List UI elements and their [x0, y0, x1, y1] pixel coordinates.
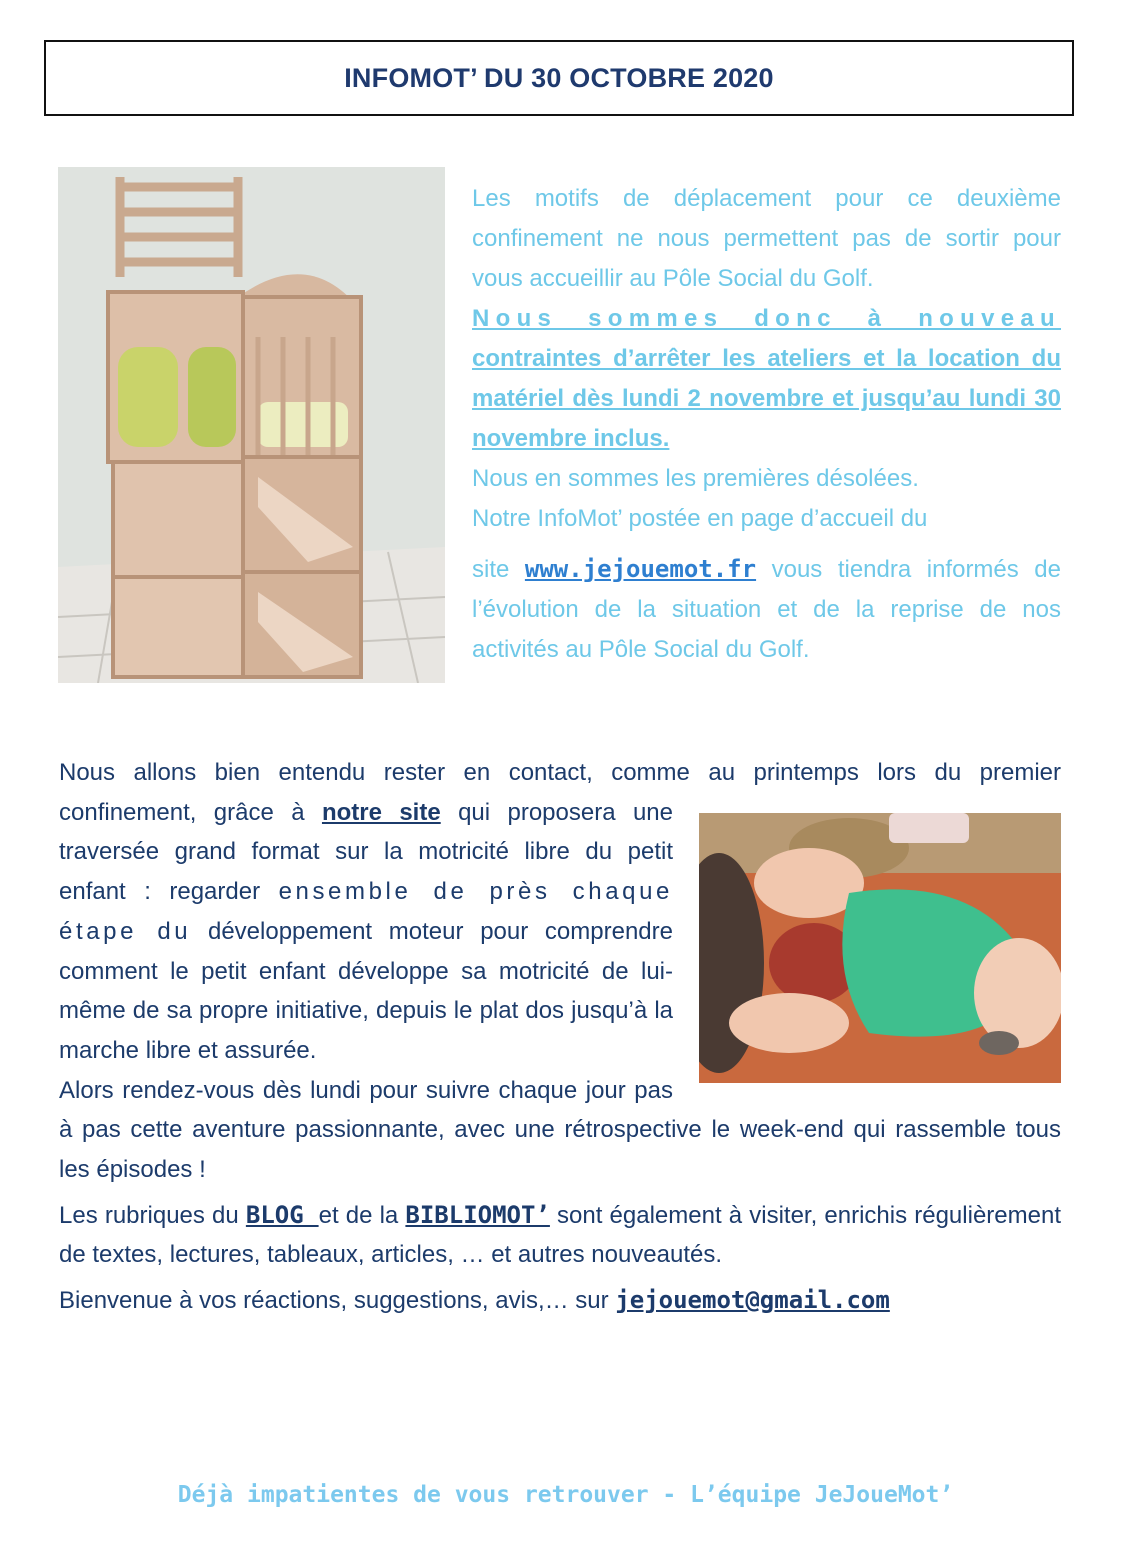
site-link[interactable]: notre site: [321, 798, 441, 826]
closure-notice: [472, 299, 1061, 459]
title-box: [44, 40, 1074, 116]
infomot-text: Notre InfoMot’ postée en page d’accueil du: [472, 505, 928, 532]
contact-text-c: développement moteur pour comprendre comment le petit enfant développe sa motricité de lui-même de sa propre initiative, depuis le plat dos jusqu’à la marche libre et assurée.: [59, 917, 673, 1064]
email-link[interactable]: jejouemot@gmail.com: [615, 1286, 890, 1315]
rubriques-text-a: Les rubriques du: [59, 1201, 246, 1229]
footer-signature: Déjà impatientes de vous retrouver - L’équipe JeJoueMot’: [177, 1482, 954, 1508]
apology-text: Nous en sommes les premières désolées.: [472, 465, 919, 492]
contact-paragraph: [59, 753, 1061, 1071]
site-suffix: vous tiendra informés de l’évolution de la situation et de la reprise de nos activités au Pôle Social du Golf.: [472, 556, 1062, 663]
rubriques-text-c: sont également à visiter, enrichis régulièrement de textes, lectures, tableaux, articles, … et autres nouveautés.: [59, 1201, 1061, 1269]
closure-notice-line1: Nous sommes donc à nouveau: [472, 305, 1061, 332]
page-title: INFOMOT’ DU 30 OCTOBRE 2020: [344, 62, 774, 93]
contact-text-b: qui proposera une traversée grand format sur la motricité libre du petit enfant : regarder: [59, 798, 673, 906]
rendezvous-paragraph: Alors rendez-vous dès lundi pour suivre chaque jour pas à pas cette aventure passionnante, avec une rétrospective le week-end qui rassemble tous les épisodes !: [59, 1076, 1061, 1184]
rubriques-paragraph: [59, 1196, 1061, 1275]
furniture-photo: [58, 167, 445, 683]
closure-notice-rest: contraintes d’arrêter les ateliers et la location du matériel dès lundi 2 novembre et jusqu’au lundi 30 novembre inclus.: [472, 345, 1061, 452]
bibliomot-link[interactable]: BIBLIOMOT’: [405, 1200, 550, 1229]
intro-paragraph: Les motifs de déplacement pour ce deuxième confinement ne nous permettent pas de sortir pour vous accueillir au Pôle Social du Golf.: [472, 185, 1061, 292]
rubriques-text-b: et de la: [318, 1201, 406, 1229]
intro-column: [472, 179, 1061, 670]
contact-text-a: Nous allons bien entendu rester en contact, comme au printemps lors du premier confinement, grâce à: [59, 759, 1061, 826]
website-link[interactable]: www.jejouemot.fr: [524, 555, 757, 583]
blog-link[interactable]: BLOG: [245, 1200, 319, 1229]
site-paragraph: [472, 549, 1061, 670]
contact-text-spaced: ensemble de près chaque étape du: [59, 878, 673, 945]
main-text: [59, 753, 1061, 1321]
welcome-paragraph: [59, 1281, 1061, 1321]
site-prefix: site: [472, 556, 525, 583]
baby-photo: [699, 813, 1061, 1083]
welcome-text: Bienvenue à vos réactions, suggestions, avis,… sur: [59, 1287, 616, 1315]
